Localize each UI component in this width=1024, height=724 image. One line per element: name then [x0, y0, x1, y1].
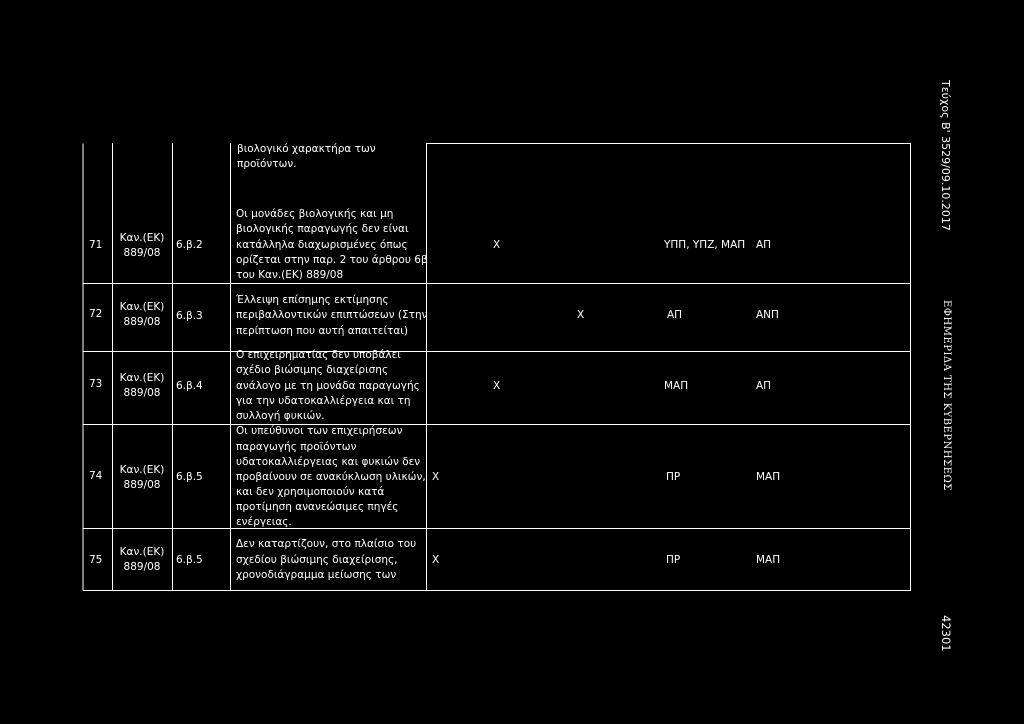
- mark-x: Χ: [432, 554, 440, 566]
- description-line: σχεδίου βιώσιμης διαχείρισης,: [236, 554, 398, 566]
- description-line: προβαίνουν σε ανακύκλωση υλικών,: [236, 471, 426, 483]
- top-fragment-line-1: βιολογικό χαρακτήρα των: [237, 143, 376, 155]
- mark-x: Χ: [577, 309, 585, 321]
- top-fragment-line-2: προϊόντων.: [237, 158, 297, 170]
- gazette-title: ΕΦΗΜΕΡΙΔΑ ΤΗΣ ΚΥΒΕΡΝΗΣΕΩΣ: [941, 300, 952, 491]
- sanction: ΥΠΠ, ΥΠΖ, ΜΑΠ: [664, 239, 746, 251]
- description-line: ορίζεται στην παρ. 2 του άρθρου 6β: [236, 254, 428, 266]
- repeat-sanction: ΑΠ: [756, 380, 772, 392]
- repeat-sanction: ΜΑΠ: [756, 471, 781, 483]
- article-ref: 6.β.5: [176, 471, 203, 483]
- row-number: 75: [89, 554, 103, 566]
- description-line: υδατοκαλλιέργειας και φυκιών δεν: [236, 456, 421, 468]
- description-line: Έλλειψη επίσημης εκτίμησης: [236, 294, 389, 306]
- row-number: 74: [89, 470, 103, 482]
- description-line: προτίμηση ανανεώσιμες πηγές: [236, 501, 399, 513]
- regulation-line-1: Καν.(ΕΚ): [119, 372, 165, 384]
- description-line: Οι μονάδες βιολογικής και μη: [236, 208, 394, 220]
- description-line: περιβαλλοντικών επιπτώσεων (Στην: [236, 309, 428, 321]
- description-line: ανάλογο με τη μονάδα παραγωγής: [236, 380, 420, 392]
- regulation-line-2: 889/08: [123, 561, 161, 573]
- description-line: για την υδατοκαλλιέργεια και τη: [236, 395, 411, 407]
- regulation-line-1: Καν.(ΕΚ): [119, 464, 165, 476]
- mark-x: Χ: [432, 471, 440, 483]
- regulation-line-2: 889/08: [123, 479, 161, 491]
- row-number: 73: [89, 378, 103, 390]
- regulation-line-2: 889/08: [123, 247, 161, 259]
- description-line: χρονοδιάγραμμα μείωσης των: [236, 569, 397, 581]
- repeat-sanction: ΑΠ: [756, 239, 772, 251]
- sanction: ΑΠ: [667, 309, 683, 321]
- row-number: 71: [89, 239, 103, 251]
- sanction: ΠΡ: [666, 471, 681, 483]
- sanction: ΜΑΠ: [664, 380, 689, 392]
- description-line: Οι υπεύθυνοι των επιχειρήσεων: [236, 425, 403, 437]
- description-line: και δεν χρησιμοποιούν κατά: [236, 486, 385, 498]
- regulation-line-2: 889/08: [123, 316, 161, 328]
- description-line: συλλογή φυκιών.: [236, 410, 325, 422]
- article-ref: 6.β.4: [176, 380, 203, 392]
- description-line: σχέδιο βιώσιμης διαχείρισης: [236, 364, 389, 376]
- description-line: βιολογικής παραγωγής δεν είναι: [236, 223, 409, 235]
- description-line: παραγωγής προϊόντων: [236, 441, 357, 453]
- issue-header: Τεύχος Β' 3529/09.10.2017: [939, 80, 952, 231]
- description-line: ενέργειας.: [236, 516, 292, 528]
- row-number: 72: [89, 308, 103, 320]
- regulation-line-1: Καν.(ΕΚ): [119, 301, 165, 313]
- regulation-line-2: 889/08: [123, 387, 161, 399]
- description-line: Δεν καταρτίζουν, στο πλαίσιο του: [236, 538, 417, 550]
- mark-x: Χ: [493, 239, 501, 251]
- description-line: περίπτωση που αυτή απαιτείται): [236, 325, 408, 337]
- article-ref: 6.β.3: [176, 310, 203, 322]
- description-line: κατάλληλα διαχωρισμένες όπως: [236, 239, 408, 251]
- description-line: Ο επιχειρηματίας δεν υποβάλει: [236, 349, 401, 361]
- article-ref: 6.β.2: [176, 239, 203, 251]
- article-ref: 6.β.5: [176, 554, 203, 566]
- description-line: του Καν.(ΕΚ) 889/08: [236, 269, 344, 281]
- page-number: 42301: [939, 615, 953, 652]
- repeat-sanction: ΑΝΠ: [756, 309, 779, 321]
- mark-x: Χ: [493, 380, 501, 392]
- regulation-line-1: Καν.(ΕΚ): [119, 232, 165, 244]
- sanction: ΠΡ: [666, 554, 681, 566]
- regulation-line-1: Καν.(ΕΚ): [119, 546, 165, 558]
- repeat-sanction: ΜΑΠ: [756, 554, 781, 566]
